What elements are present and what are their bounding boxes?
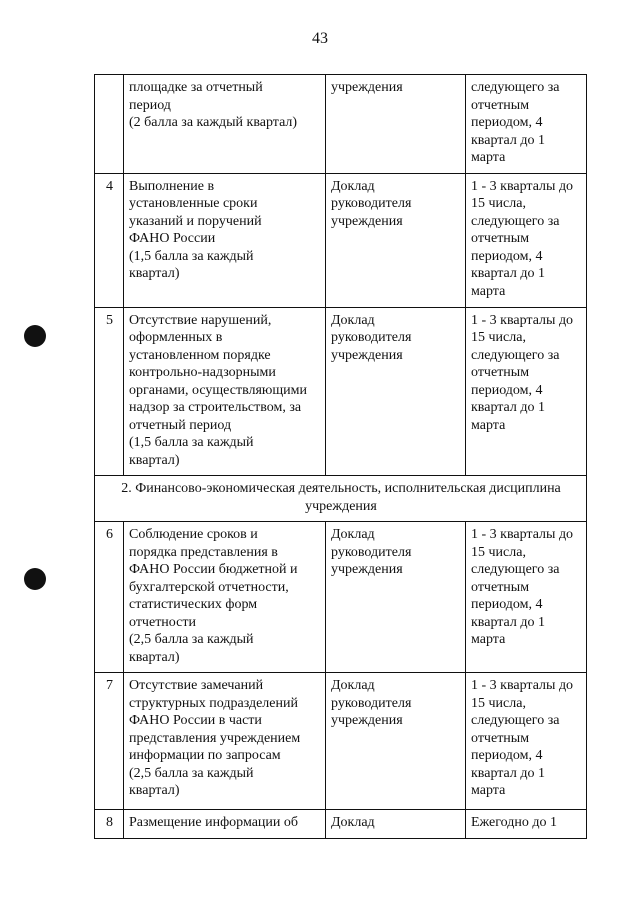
cell-line: Доклад xyxy=(331,178,375,194)
report-cell xyxy=(326,307,466,476)
indicator-cell xyxy=(124,810,326,839)
indicator-cell xyxy=(124,522,326,673)
cell-line: бухгалтерской отчетности, xyxy=(129,579,289,595)
cell-line: структурных подразделений xyxy=(129,695,298,711)
cell-line: указаний и поручений xyxy=(129,213,262,229)
cell-line: оформленных в xyxy=(129,330,223,345)
cell-line: Выполнение в xyxy=(129,178,215,194)
cell-line: марта xyxy=(471,417,506,433)
cell-line: 15 числа, xyxy=(471,695,526,711)
cell-line: отчетным xyxy=(471,97,530,113)
cell-line: квартал до 1 xyxy=(471,132,545,148)
cell-line: учреждения xyxy=(331,713,403,728)
cell-line: 1 - 3 кварталы до xyxy=(471,678,574,693)
cell-line: установленном порядке xyxy=(129,347,271,363)
cell-line: отчетным xyxy=(471,579,530,595)
cell-line: органами, осуществляющими xyxy=(129,382,308,398)
section-heading xyxy=(95,476,587,522)
cell-line: порядка представления в xyxy=(129,544,278,560)
deadline-cell xyxy=(466,307,587,476)
report-cell xyxy=(326,810,466,839)
cell-line: отчетности xyxy=(129,614,196,630)
cell-line: следующего за xyxy=(471,562,560,577)
cell-line: марта xyxy=(471,150,506,165)
cell-line: следующего за xyxy=(471,713,560,728)
cell-line: ФАНО России xyxy=(129,231,216,246)
cell-line: отчетным xyxy=(471,365,530,380)
cell-line: периодом, 4 xyxy=(471,248,543,264)
cell-line: Соблюдение сроков и xyxy=(129,527,258,542)
cell-line: (2,5 балла за каждый xyxy=(129,765,254,781)
cell-line: ФАНО России бюджетной и xyxy=(129,562,298,577)
cell-line: отчетным xyxy=(471,231,530,246)
indicator-cell xyxy=(124,173,326,307)
row-number: 6 xyxy=(95,522,124,673)
cell-line: 15 числа, xyxy=(471,196,526,211)
cell-line: отчетным xyxy=(471,730,530,746)
cell-line: 1 - 3 кварталы до xyxy=(471,312,574,328)
cell-line: площадке за отчетный xyxy=(129,80,263,95)
cell-line: следующего за xyxy=(471,213,560,229)
cell-line: учреждения xyxy=(331,213,403,229)
cell-line: квартал до 1 xyxy=(471,266,545,281)
deadline-cell xyxy=(466,522,587,673)
cell-line: периодом, 4 xyxy=(471,748,543,763)
cell-line: 2. Финансово-экономическая деятельность, исполнительская дисциплина xyxy=(121,481,561,496)
cell-line: руководителя xyxy=(331,544,412,560)
cell-line: отчетный период xyxy=(129,417,232,433)
cell-line: Доклад xyxy=(331,678,375,693)
indicator-cell xyxy=(124,307,326,476)
cell-line: квартал) xyxy=(129,649,180,665)
punch-hole xyxy=(24,568,46,590)
table-row xyxy=(95,173,587,307)
cell-line: установленные сроки xyxy=(129,196,258,211)
punch-hole xyxy=(24,325,46,347)
table-row xyxy=(95,307,587,476)
deadline-cell xyxy=(466,673,587,810)
cell-line: руководителя xyxy=(331,330,412,345)
deadline-cell xyxy=(466,75,587,174)
row-number xyxy=(95,75,124,174)
page-number: 43 xyxy=(312,30,328,47)
cell-line: периодом, 4 xyxy=(471,115,543,130)
deadline-cell xyxy=(466,810,587,839)
cell-line: периодом, 4 xyxy=(471,597,543,612)
indicator-cell xyxy=(124,673,326,810)
table-row xyxy=(95,522,587,673)
cell-line: учреждения xyxy=(305,498,377,514)
cell-line: квартал до 1 xyxy=(471,400,545,415)
cell-line: квартал) xyxy=(129,783,180,798)
report-cell xyxy=(326,173,466,307)
cell-line: следующего за xyxy=(471,347,560,363)
cell-line: 1 - 3 кварталы до xyxy=(471,527,574,542)
cell-line: квартал) xyxy=(129,266,180,281)
indicator-cell xyxy=(124,75,326,174)
cell-line: период xyxy=(129,97,171,113)
criteria-table xyxy=(94,74,587,839)
report-cell xyxy=(326,673,466,810)
cell-line: ФАНО России в части xyxy=(129,713,262,728)
cell-line: (1,5 балла за каждый xyxy=(129,248,254,264)
cell-line: Отсутствие нарушений, xyxy=(129,312,272,328)
cell-line: 15 числа, xyxy=(471,330,526,345)
cell-line: (2,5 балла за каждый xyxy=(129,632,254,647)
cell-line: Отсутствие замечаний xyxy=(129,678,264,693)
cell-line: периодом, 4 xyxy=(471,382,543,398)
cell-line: следующего за xyxy=(471,80,560,95)
table-row xyxy=(95,75,587,174)
table-row xyxy=(95,673,587,810)
cell-line: 15 числа, xyxy=(471,544,526,560)
row-number: 8 xyxy=(95,810,124,839)
cell-line: руководителя xyxy=(331,695,412,711)
cell-line: Размещение информации об xyxy=(129,815,299,830)
cell-line: учреждения xyxy=(331,80,403,95)
cell-line: (1,5 балла за каждый xyxy=(129,435,254,450)
cell-line: (2 балла за каждый квартал) xyxy=(129,115,298,130)
cell-line: марта xyxy=(471,783,506,798)
cell-line: учреждения xyxy=(331,347,403,363)
cell-line: Доклад xyxy=(331,527,375,542)
cell-line: Ежегодно до 1 xyxy=(471,815,557,830)
cell-line: руководителя xyxy=(331,196,412,211)
cell-line: марта xyxy=(471,632,506,647)
row-number: 5 xyxy=(95,307,124,476)
cell-line: информации по запросам xyxy=(129,748,281,763)
cell-line: контрольно-надзорными xyxy=(129,365,276,380)
report-cell xyxy=(326,75,466,174)
cell-line: учреждения xyxy=(331,562,403,577)
cell-line: представления учреждением xyxy=(129,730,301,746)
cell-line: марта xyxy=(471,283,506,299)
row-number: 4 xyxy=(95,173,124,307)
cell-line: квартал до 1 xyxy=(471,765,545,781)
table-row xyxy=(95,810,587,839)
cell-line: Доклад xyxy=(331,312,375,328)
cell-line: 1 - 3 кварталы до xyxy=(471,178,574,194)
cell-line: надзор за строительством, за xyxy=(129,400,302,415)
cell-line: квартал) xyxy=(129,452,180,468)
cell-line: Доклад xyxy=(331,815,375,830)
report-cell xyxy=(326,522,466,673)
cell-line: статистических форм xyxy=(129,597,258,612)
cell-line: квартал до 1 xyxy=(471,614,545,630)
deadline-cell xyxy=(466,173,587,307)
section-header-row xyxy=(95,476,587,522)
row-number: 7 xyxy=(95,673,124,810)
